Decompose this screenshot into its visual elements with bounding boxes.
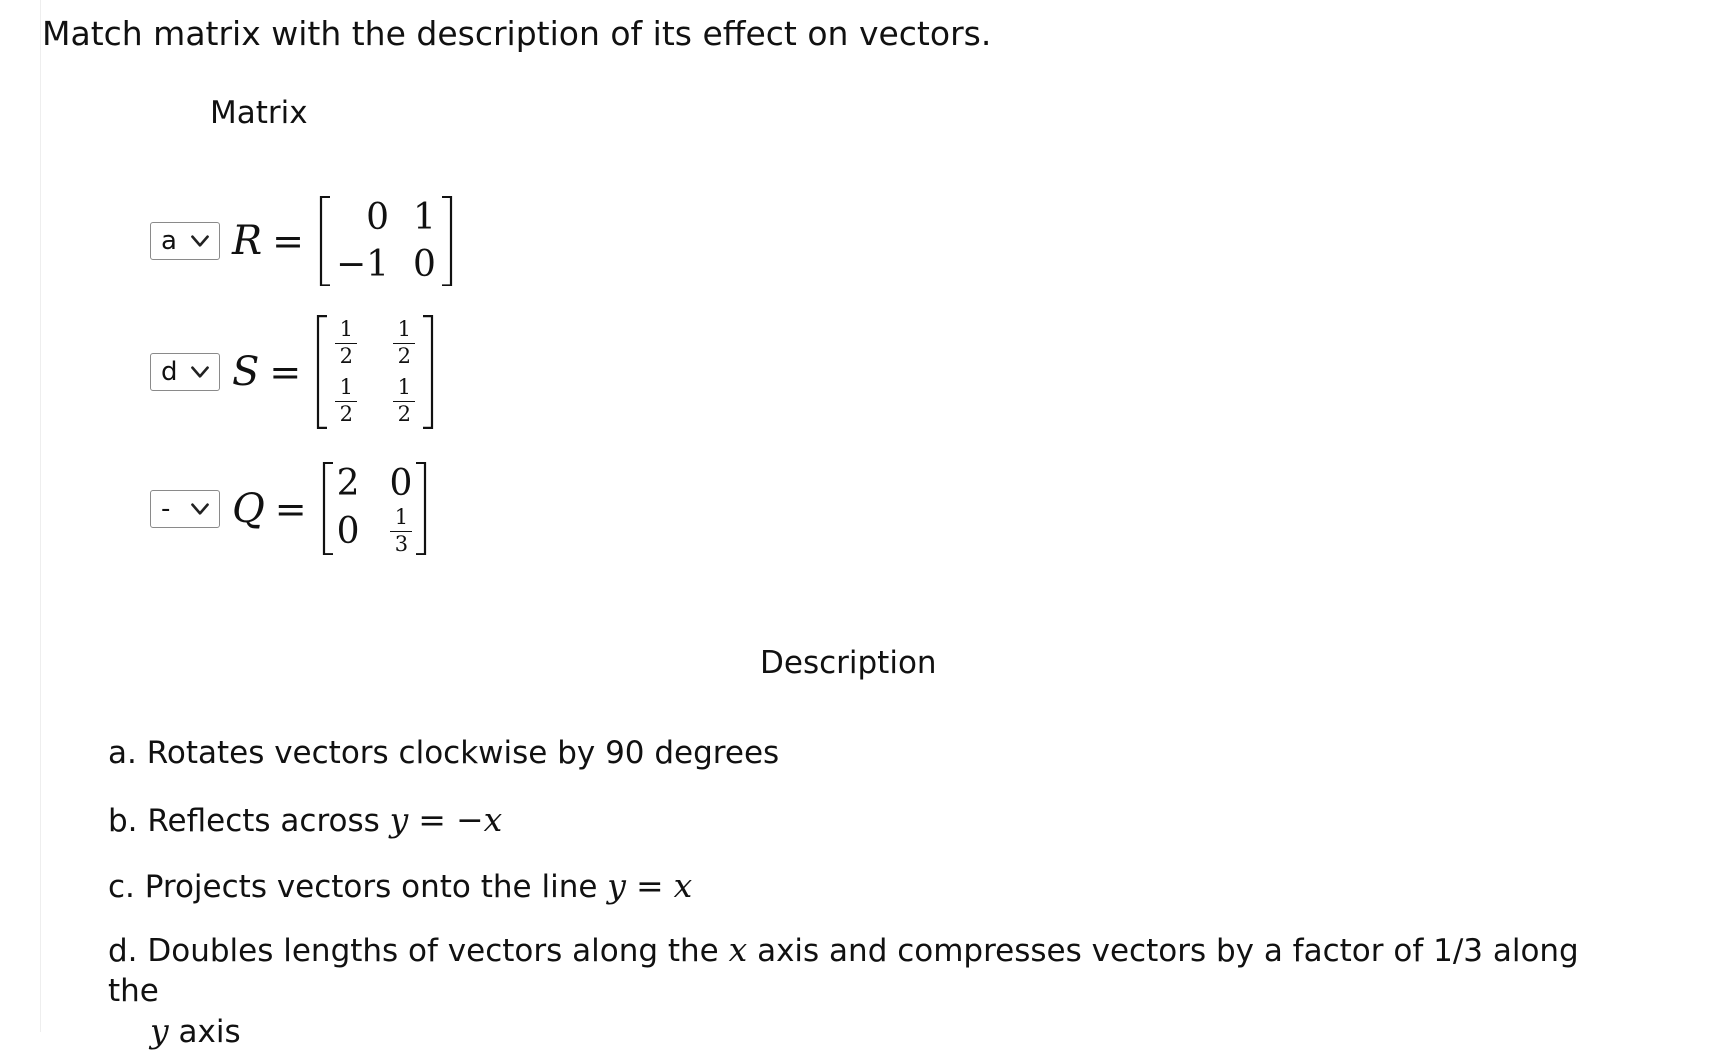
matrix-row-s bbox=[150, 315, 435, 429]
description-c bbox=[108, 866, 692, 905]
matrix-s bbox=[315, 315, 435, 429]
matrix-column-header: Matrix bbox=[210, 95, 308, 131]
description-column-header: Description bbox=[760, 645, 937, 681]
instruction-text: Match matrix with the description of its effect on vectors. bbox=[42, 14, 992, 53]
math-variable: y bbox=[607, 866, 626, 905]
matrix-cell: 0 bbox=[336, 510, 360, 552]
fraction-denominator: 2 bbox=[397, 344, 411, 368]
description-b bbox=[108, 800, 502, 839]
match-select-r[interactable] bbox=[150, 222, 220, 260]
description-text: axis and compresses vectors by a factor of 1/3 along the bbox=[108, 933, 1579, 1009]
description-text: d. Doubles lengths of vectors along the bbox=[108, 933, 729, 969]
right-bracket bbox=[414, 462, 428, 555]
math-expression: −x bbox=[455, 800, 503, 839]
description-text: a. Rotates vectors clockwise by 90 degrees bbox=[108, 735, 780, 771]
select-value: - bbox=[161, 493, 171, 524]
description-text: axis bbox=[168, 1014, 241, 1050]
math-variable: y bbox=[389, 800, 409, 839]
matrix-cell-fraction bbox=[335, 319, 357, 367]
equals-sign: = bbox=[269, 350, 302, 394]
matrix-r bbox=[318, 196, 454, 286]
match-select-s[interactable] bbox=[150, 353, 220, 391]
left-bracket bbox=[318, 196, 332, 286]
fraction-numerator: 1 bbox=[339, 375, 353, 399]
matrix-cell-fraction bbox=[335, 377, 357, 425]
left-bracket bbox=[321, 462, 335, 555]
fraction-numerator: 1 bbox=[397, 317, 411, 341]
description-a bbox=[108, 735, 779, 771]
right-bracket bbox=[421, 315, 435, 429]
right-bracket bbox=[440, 196, 454, 286]
matrix-cell-fraction bbox=[393, 319, 415, 367]
math-variable: x bbox=[728, 930, 748, 969]
matrix-cell: 0 bbox=[389, 463, 413, 504]
fraction-denominator: 2 bbox=[339, 402, 353, 426]
equals-sign: = bbox=[272, 219, 304, 264]
left-bracket bbox=[315, 315, 329, 429]
fraction-numerator: 1 bbox=[339, 317, 353, 341]
chevron-down-icon bbox=[187, 496, 213, 522]
matrix-cell: 0 bbox=[366, 197, 390, 238]
math-variable: x bbox=[673, 866, 693, 905]
chevron-down-icon bbox=[187, 359, 213, 385]
fraction-denominator: 2 bbox=[339, 344, 353, 368]
matrix-cell-fraction bbox=[393, 377, 415, 425]
matrix-name: R bbox=[232, 218, 263, 265]
chevron-down-icon bbox=[187, 228, 213, 254]
matrix-name: S bbox=[232, 349, 260, 395]
description-text: b. Reflects across bbox=[108, 803, 390, 839]
matrix-name: Q bbox=[232, 485, 265, 532]
matrix-cell: −1 bbox=[335, 244, 390, 286]
select-value: a bbox=[161, 226, 177, 257]
matrix-q bbox=[321, 462, 429, 555]
matrix-row-r bbox=[150, 196, 454, 286]
matrix-cell-fraction bbox=[390, 507, 412, 555]
description-d bbox=[108, 930, 1628, 1052]
fraction-numerator: 1 bbox=[394, 505, 409, 530]
math-operator: = bbox=[418, 800, 446, 839]
math-operator: = bbox=[635, 866, 664, 905]
math-variable: y bbox=[150, 1011, 169, 1050]
description-text: c. Projects vectors onto the line bbox=[108, 869, 608, 905]
matrix-cell: 0 bbox=[413, 244, 436, 286]
matrix-cell: 2 bbox=[336, 463, 360, 504]
fraction-numerator: 1 bbox=[397, 375, 411, 399]
fraction-denominator: 2 bbox=[397, 402, 411, 426]
matrix-cell: 1 bbox=[413, 197, 436, 238]
equals-sign: = bbox=[274, 486, 307, 531]
match-select-q[interactable] bbox=[150, 490, 220, 528]
fraction-denominator: 3 bbox=[394, 532, 409, 557]
select-value: d bbox=[161, 357, 178, 387]
matrix-row-q bbox=[150, 462, 428, 555]
